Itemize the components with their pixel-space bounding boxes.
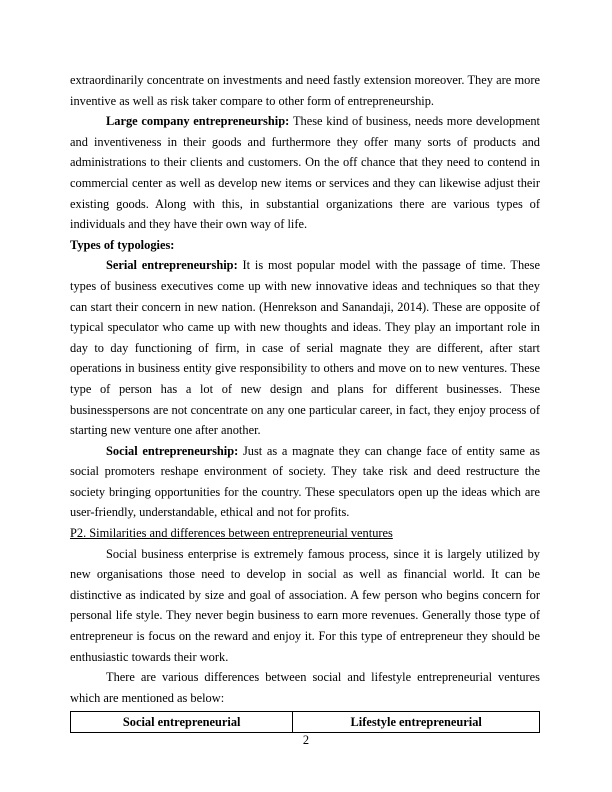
paragraph-text: There are various differences between social and lifestyle entrepreneurial ventures which are mentioned as below: <box>70 670 540 705</box>
heading-text: Types of typologies: <box>70 237 175 252</box>
table-header-social-entrepreneurial: Social entrepreneurial <box>71 712 293 733</box>
paragraph-bold-lead: Large company entrepreneurship: <box>106 114 293 129</box>
table-header-row <box>71 712 540 733</box>
paragraph-continuation <box>70 70 540 111</box>
heading-types-of-typologies <box>70 235 540 256</box>
heading-text: P2. Similarities and differences between entrepreneurial ventures <box>70 526 393 541</box>
paragraph-text: Social business enterprise is extremely famous process, since it is largely utilized by new organisations those need to develop in social as well as financial world. It can be distinctive as indicated by size and goal of association. A few person who begins concern for personal life style. They never begin business to earn more revenues. Generally those type of entrepreneur is focus on the reward and enjoy it. For this type of entrepreneur they should be enthusiastic towards their work. <box>70 546 540 664</box>
paragraph-bold-lead: Social entrepreneurship: <box>106 443 243 458</box>
paragraph-text: extraordinarily concentrate on investments and need fastly extension moreover. They are more inventive as well as risk taker compare to other form of entrepreneurship. <box>70 73 540 108</box>
paragraph-social-business-enterprise <box>70 544 540 668</box>
paragraph-bold-lead: Serial entrepreneurship: <box>106 258 243 273</box>
paragraph-text: It is most popular model with the passage of time. These types of business executives come up with new innovative ideas and techniques so that they can start their concern in new nation. (Henrekson and Sanandaji, 2014). These are opposite of typical speculator who came up with new thoughts and ideas. They play an important role in day to day functioning of firm, in case of serial magnate they are different, after start operations in business entity give responsibility to others and move on to new ventures. These type of person has a lot of new design and plans for different businesses. These businesspersons are not concentrate on any one particular career, in fact, they enjoy process of starting new venture one after another. <box>70 258 540 438</box>
page-number: 2 <box>302 733 310 747</box>
comparison-table <box>70 711 540 733</box>
heading-p2-similarities-differences <box>70 523 540 544</box>
table-header-lifestyle-entrepreneurial: Lifestyle entrepreneurial <box>293 712 540 733</box>
paragraph-serial-entrepreneurship <box>70 255 540 440</box>
paragraph-social-entrepreneurship <box>70 441 540 523</box>
paragraph-differences-intro <box>70 667 540 708</box>
paragraph-text: These kind of business, needs more development and inventiveness in their goods and furthermore they offer many sorts of products and administrations to their clients and customers. On the off chance that they need to contend in commercial center as well as develop new items or services and they can likewise adjust their existing goods. Along with this, in substantial organizations there are various types of individuals and they have their own way of life. <box>70 114 540 232</box>
paragraph-large-company-entrepreneurship <box>70 111 540 235</box>
paragraph-text: Just as a magnate they can change face of entity same as social promoters reshape environment of society. They take risk and deed restructure the society bringing opportunities for the country. These speculators open up the ideas which are user-friendly, understandable, ethical and not for profits. <box>70 443 540 520</box>
